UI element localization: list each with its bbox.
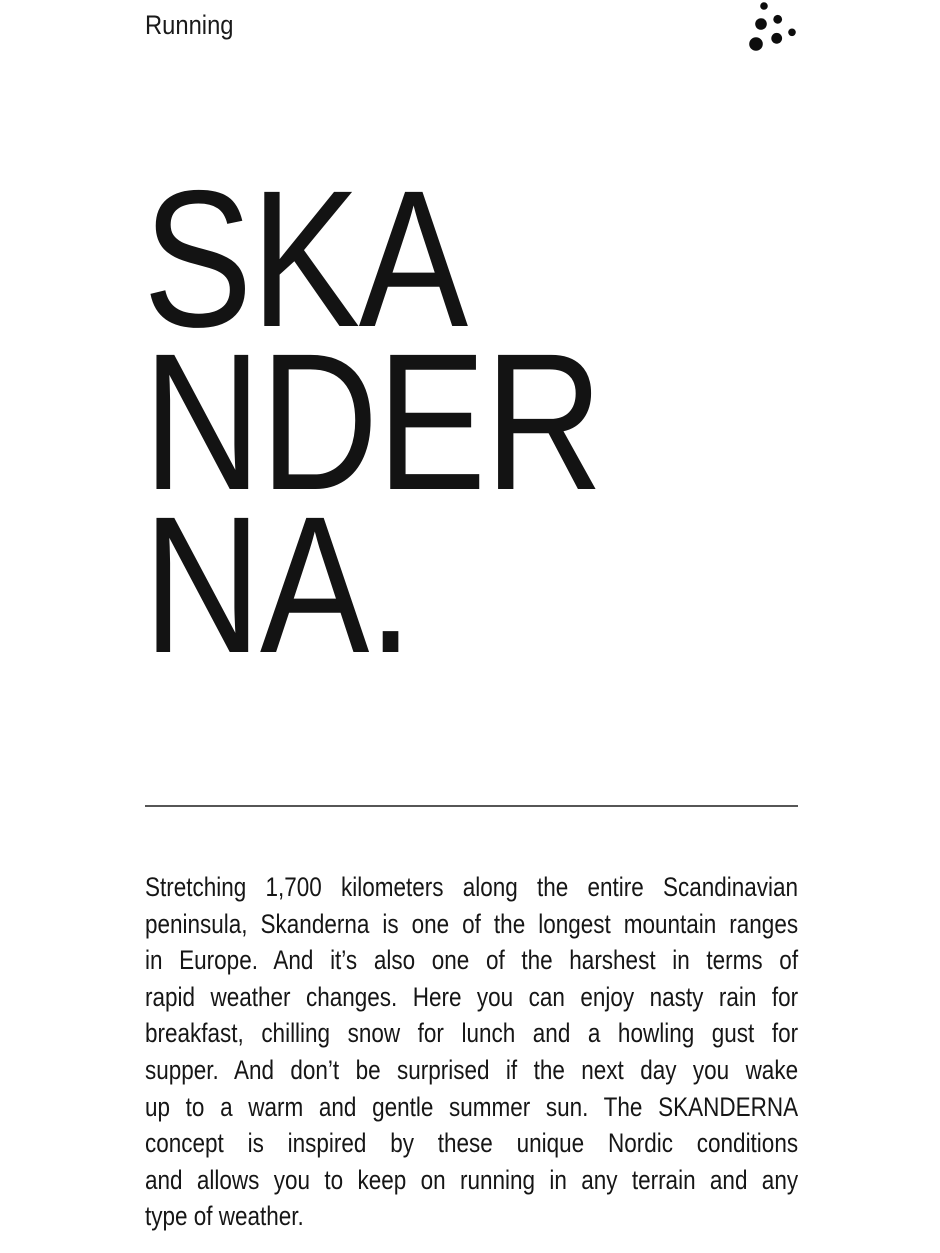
body-paragraph-line: in Europe. And it’s also one of the harshest in terms of [145,945,799,976]
body-paragraph-line: and allows you to keep on running in any terrain and any [145,1164,799,1195]
page-title-line: SKA [143,150,467,368]
body-paragraph-line: peninsula, Skanderna is one of the longest mountain ranges [145,908,799,939]
page-title [143,150,602,694]
page-title-line: NDER [143,313,602,531]
body-paragraph-line: breakfast, chilling snow for lunch and a howling gust for [145,1018,799,1049]
body-paragraph-line: rapid weather changes. Here you can enjoy nasty rain for [145,981,799,1012]
body-paragraph [145,869,798,1235]
category-label: Running [145,10,234,40]
page-title-line: NA. [143,476,412,694]
craft-dots-logo-icon [745,0,805,55]
body-paragraph-line: concept is inspired by these unique Nordic conditions [145,1128,799,1159]
body-paragraph-line: supper. And don’t be surprised if the next day you wake [145,1054,799,1085]
body-paragraph-line: type of weather. [145,1201,304,1232]
divider [145,805,798,807]
body-paragraph-line: Stretching 1,700 kilometers along the entire Scandinavian [145,872,799,902]
body-paragraph-line: up to a warm and gentle summer sun. The SKANDERNA [145,1091,799,1122]
